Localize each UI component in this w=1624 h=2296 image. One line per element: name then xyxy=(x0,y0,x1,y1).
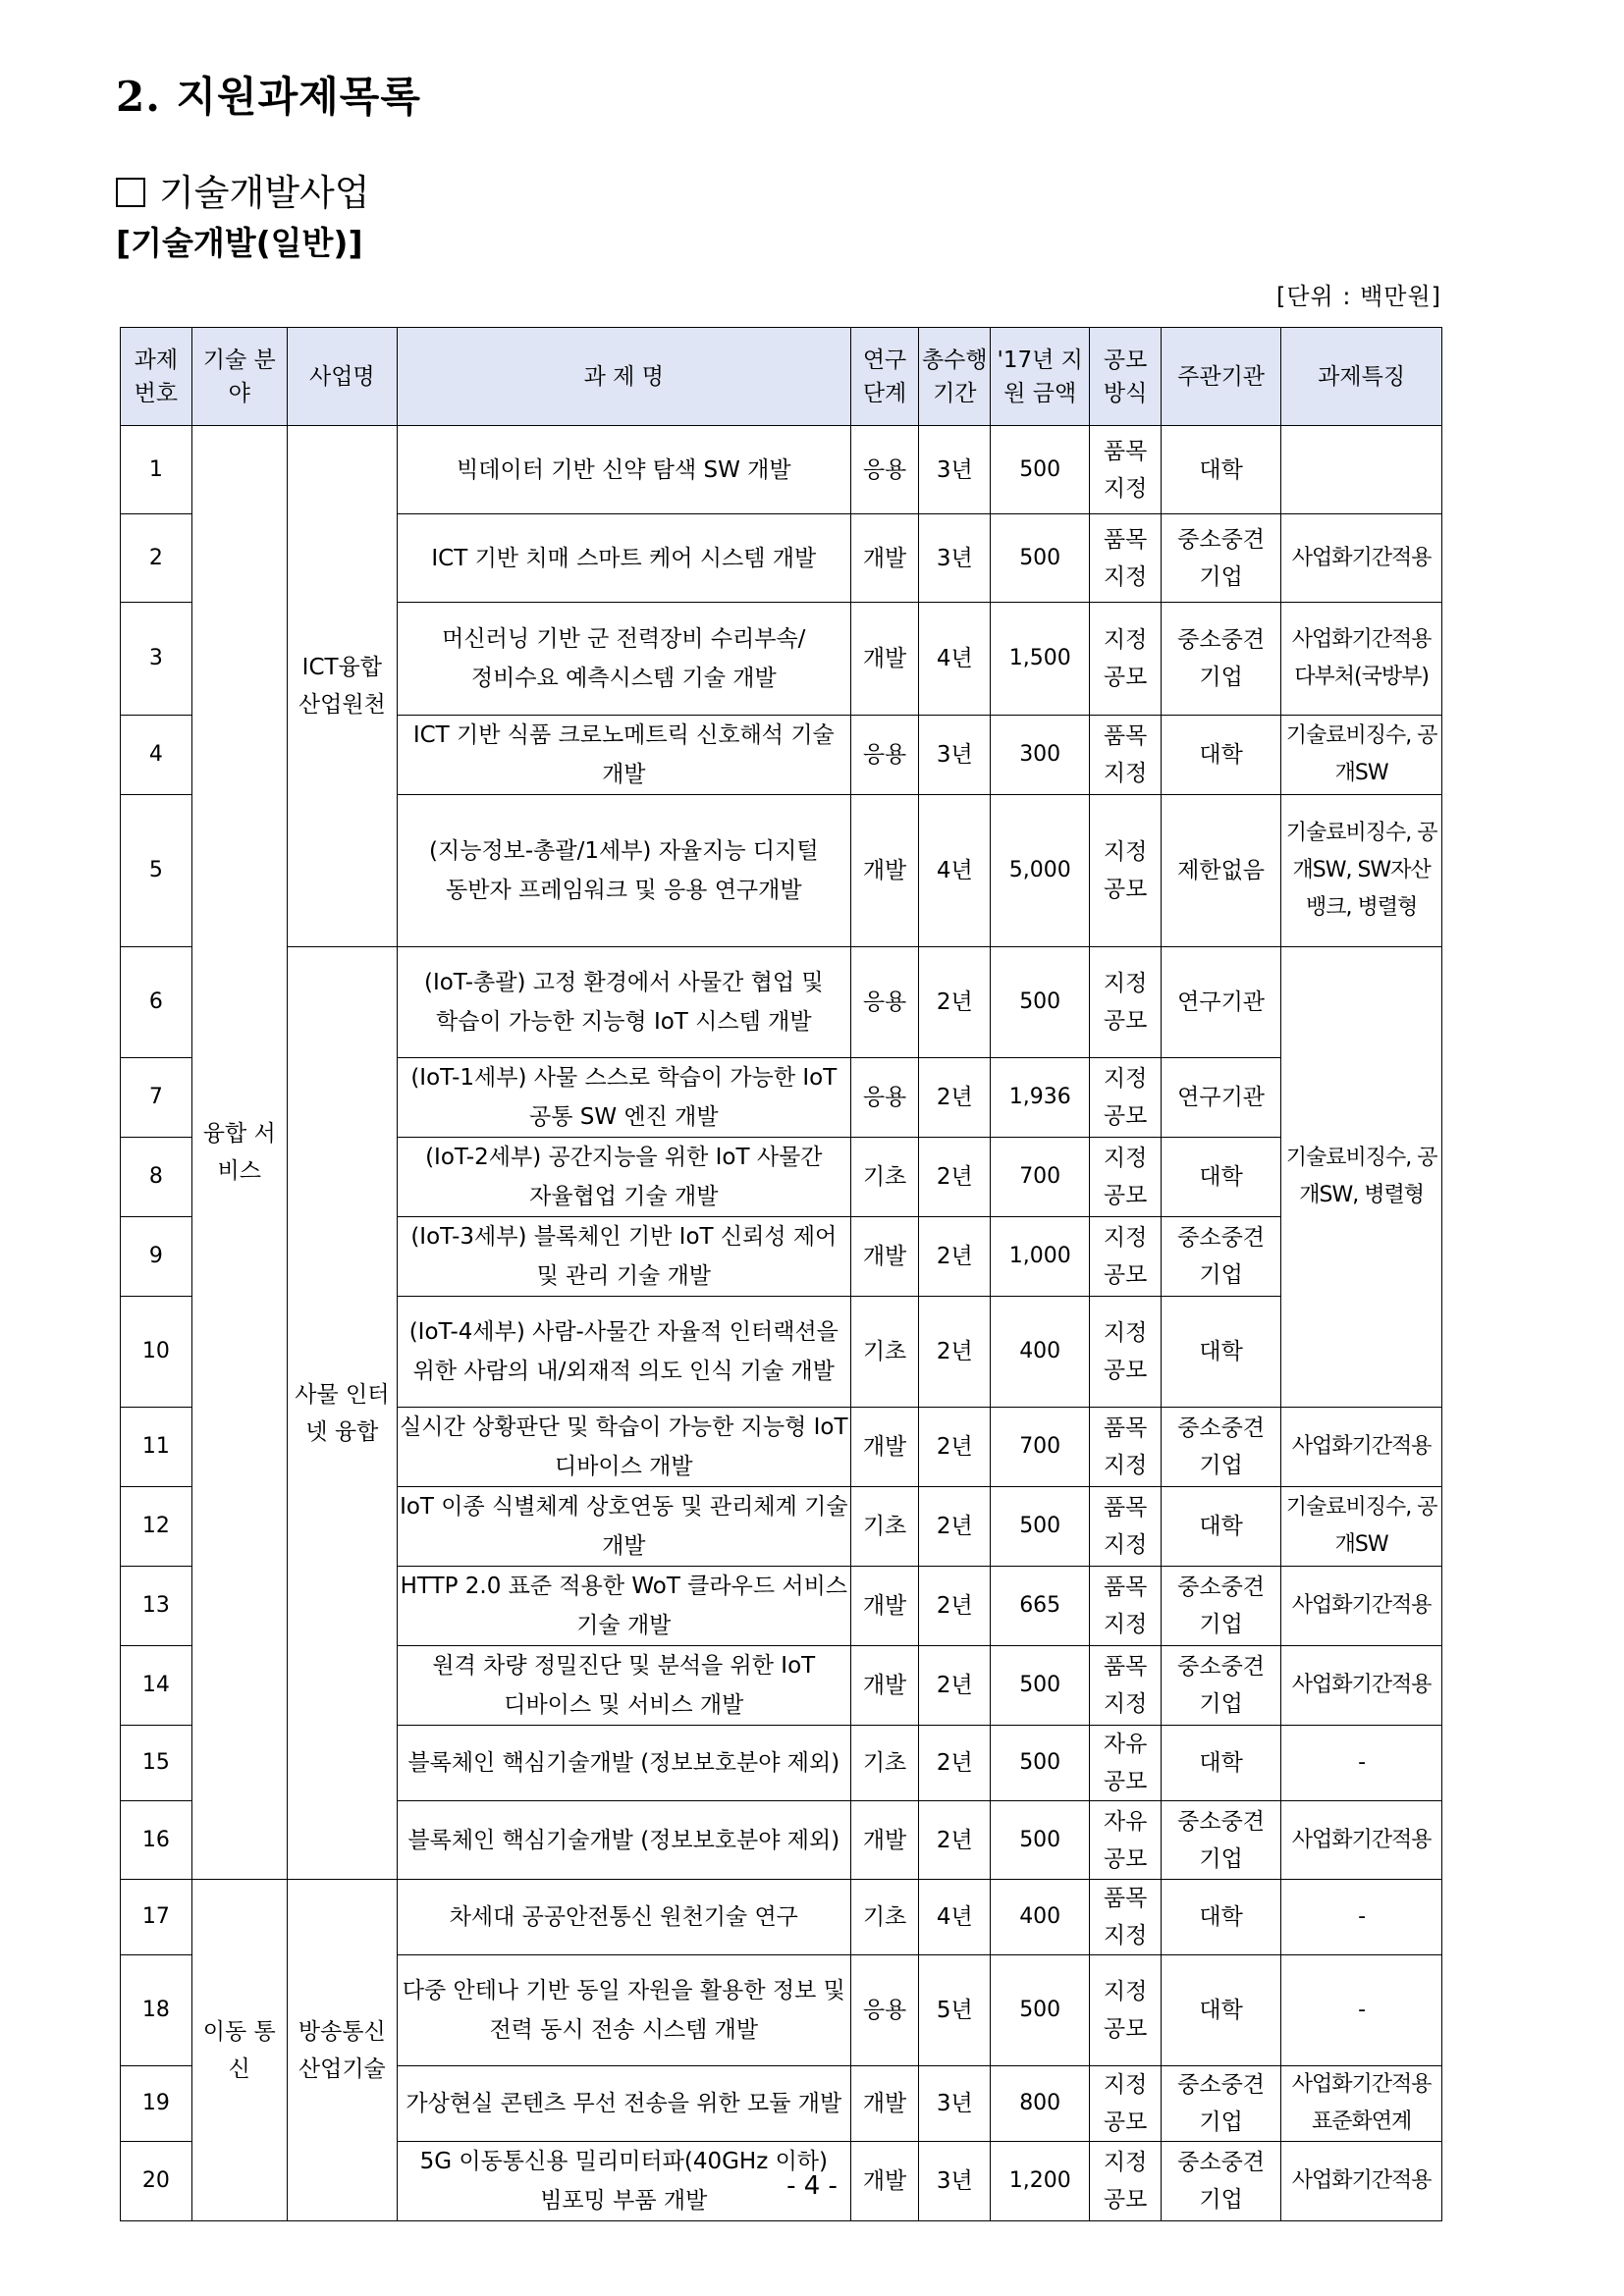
cell-title: IoT 이종 식별체계 상호연동 및 관리체계 기술 개발 xyxy=(397,1487,850,1567)
cell-title: 블록체인 핵심기술개발 (정보보호분야 제외) xyxy=(397,1726,850,1801)
cell-amount: 500 xyxy=(991,1955,1090,2066)
cell-field-group: 융합 서비스 xyxy=(191,426,287,1880)
section-heading-text: 기술개발사업 xyxy=(159,172,370,214)
cell-stage: 응용 xyxy=(850,947,919,1058)
cell-stage: 응용 xyxy=(850,716,919,795)
page-heading: 2. 지원과제목록 xyxy=(116,73,421,121)
cell-feature: 사업화기간적용 다부처(국방부) xyxy=(1281,603,1442,716)
cell-stage: 개발 xyxy=(850,1801,919,1880)
cell-program-group: 사물 인터넷 융합 xyxy=(287,947,397,1880)
cell-stage: 개발 xyxy=(850,1646,919,1726)
cell-field-group: 이동 통신 xyxy=(191,1880,287,2221)
cell-period: 3년 xyxy=(919,514,991,603)
cell-title: 빅데이터 기반 신약 탐색 SW 개발 xyxy=(397,426,850,514)
cell-no: 17 xyxy=(121,1880,192,1955)
cell-period: 2년 xyxy=(919,1297,991,1408)
cell-method: 품목 지정 xyxy=(1090,1567,1162,1646)
cell-method: 품목 지정 xyxy=(1090,514,1162,603)
cell-feature: 기술료비징수, 공개SW, SW자산뱅크, 병렬형 xyxy=(1281,795,1442,947)
cell-feature: - xyxy=(1281,1880,1442,1955)
cell-stage: 개발 xyxy=(850,1567,919,1646)
cell-stage: 개발 xyxy=(850,795,919,947)
header-title: 과 제 명 xyxy=(397,328,850,426)
cell-method: 지정 공모 xyxy=(1090,795,1162,947)
cell-no: 10 xyxy=(121,1297,192,1408)
cell-stage: 기초 xyxy=(850,1880,919,1955)
cell-stage: 개발 xyxy=(850,514,919,603)
cell-period: 2년 xyxy=(919,1646,991,1726)
cell-title: 블록체인 핵심기술개발 (정보보호분야 제외) xyxy=(397,1801,850,1880)
cell-method: 품목 지정 xyxy=(1090,716,1162,795)
cell-amount: 400 xyxy=(991,1297,1090,1408)
project-table xyxy=(120,327,1442,2221)
cell-org: 중소중견 기업 xyxy=(1161,2142,1280,2221)
cell-title: (지능정보-총괄/1세부) 자율지능 디지털 동반자 프레임워크 및 응용 연구개발 xyxy=(397,795,850,947)
cell-org: 중소중견 기업 xyxy=(1161,603,1280,716)
cell-title: (IoT-4세부) 사람-사물간 자율적 인터랙션을 위한 사람의 내/외재적 의도 인식 기술 개발 xyxy=(397,1297,850,1408)
cell-method: 품목 지정 xyxy=(1090,1646,1162,1726)
cell-org: 대학 xyxy=(1161,1138,1280,1217)
cell-amount: 700 xyxy=(991,1408,1090,1487)
cell-no: 11 xyxy=(121,1408,192,1487)
cell-no: 7 xyxy=(121,1058,192,1138)
cell-org: 대학 xyxy=(1161,426,1280,514)
cell-method: 지정 공모 xyxy=(1090,1297,1162,1408)
cell-method: 지정 공모 xyxy=(1090,2066,1162,2142)
cell-period: 3년 xyxy=(919,426,991,514)
cell-amount: 500 xyxy=(991,1801,1090,1880)
table-header-row xyxy=(121,328,1442,426)
cell-amount: 1,936 xyxy=(991,1058,1090,1138)
cell-title: HTTP 2.0 표준 적용한 WoT 클라우드 서비스 기술 개발 xyxy=(397,1567,850,1646)
cell-stage: 개발 xyxy=(850,1408,919,1487)
cell-amount: 500 xyxy=(991,1726,1090,1801)
cell-title: (IoT-2세부) 공간지능을 위한 IoT 사물간 자율협업 기술 개발 xyxy=(397,1138,850,1217)
table-row xyxy=(121,1880,1442,1955)
cell-title: ICT 기반 치매 스마트 케어 시스템 개발 xyxy=(397,514,850,603)
cell-stage: 응용 xyxy=(850,1955,919,2066)
cell-method: 지정 공모 xyxy=(1090,1058,1162,1138)
cell-period: 2년 xyxy=(919,1726,991,1801)
cell-org: 대학 xyxy=(1161,1880,1280,1955)
cell-method: 자유 공모 xyxy=(1090,1726,1162,1801)
header-field: 기술 분야 xyxy=(191,328,287,426)
checkbox-square-icon xyxy=(116,178,145,207)
header-method: 공모 방식 xyxy=(1090,328,1162,426)
cell-org: 대학 xyxy=(1161,1487,1280,1567)
cell-title: (IoT-3세부) 블록체인 기반 IoT 신뢰성 제어 및 관리 기술 개발 xyxy=(397,1217,850,1297)
cell-title: 다중 안테나 기반 동일 자원을 활용한 정보 및 전력 동시 전송 시스템 개발 xyxy=(397,1955,850,2066)
cell-program-group: 방송통신 산업기술 xyxy=(287,1880,397,2221)
cell-period: 2년 xyxy=(919,1408,991,1487)
cell-period: 2년 xyxy=(919,1138,991,1217)
cell-method: 품목 지정 xyxy=(1090,426,1162,514)
cell-title: (IoT-1세부) 사물 스스로 학습이 가능한 IoT 공통 SW 엔진 개발 xyxy=(397,1058,850,1138)
cell-title: 차세대 공공안전통신 원천기술 연구 xyxy=(397,1880,850,1955)
cell-amount: 500 xyxy=(991,514,1090,603)
cell-program-group: ICT융합 산업원천 xyxy=(287,426,397,947)
cell-org: 대학 xyxy=(1161,1955,1280,2066)
cell-feature: 사업화기간적용 xyxy=(1281,514,1442,603)
cell-amount: 1,200 xyxy=(991,2142,1090,2221)
cell-org: 연구기관 xyxy=(1161,947,1280,1058)
cell-period: 2년 xyxy=(919,1058,991,1138)
header-stage: 연구 단계 xyxy=(850,328,919,426)
cell-period: 4년 xyxy=(919,1880,991,1955)
cell-stage: 기초 xyxy=(850,1297,919,1408)
header-amount: '17년 지원 금액 xyxy=(991,328,1090,426)
header-program: 사업명 xyxy=(287,328,397,426)
table-row xyxy=(121,947,1442,1058)
cell-stage: 개발 xyxy=(850,1217,919,1297)
cell-period: 5년 xyxy=(919,1955,991,2066)
cell-method: 지정 공모 xyxy=(1090,1138,1162,1217)
cell-method: 품목 지정 xyxy=(1090,1408,1162,1487)
page-number: - 4 - xyxy=(786,2171,838,2201)
cell-amount: 500 xyxy=(991,1487,1090,1567)
cell-feature: 사업화기간적용 xyxy=(1281,2142,1442,2221)
cell-org: 중소중견 기업 xyxy=(1161,1217,1280,1297)
cell-feature-group: 기술료비징수, 공개SW, 병렬형 xyxy=(1281,947,1442,1408)
cell-org: 중소중견 기업 xyxy=(1161,1567,1280,1646)
table-row xyxy=(121,426,1442,514)
cell-amount: 400 xyxy=(991,1880,1090,1955)
cell-no: 16 xyxy=(121,1801,192,1880)
cell-amount: 1,000 xyxy=(991,1217,1090,1297)
cell-no: 20 xyxy=(121,2142,192,2221)
cell-period: 3년 xyxy=(919,716,991,795)
cell-no: 15 xyxy=(121,1726,192,1801)
cell-stage: 개발 xyxy=(850,603,919,716)
cell-no: 5 xyxy=(121,795,192,947)
cell-feature xyxy=(1281,426,1442,514)
cell-no: 9 xyxy=(121,1217,192,1297)
cell-period: 2년 xyxy=(919,1801,991,1880)
cell-amount: 700 xyxy=(991,1138,1090,1217)
cell-title: ICT 기반 식품 크로노메트릭 신호해석 기술 개발 xyxy=(397,716,850,795)
cell-no: 2 xyxy=(121,514,192,603)
cell-title: 가상현실 콘텐츠 무선 전송을 위한 모듈 개발 xyxy=(397,2066,850,2142)
subsection-heading: [기술개발(일반)] xyxy=(116,224,363,262)
cell-method: 품목 지정 xyxy=(1090,1487,1162,1567)
cell-period: 4년 xyxy=(919,603,991,716)
cell-method: 지정 공모 xyxy=(1090,1217,1162,1297)
cell-org: 제한없음 xyxy=(1161,795,1280,947)
cell-amount: 500 xyxy=(991,1646,1090,1726)
cell-stage: 기초 xyxy=(850,1726,919,1801)
cell-title: 실시간 상황판단 및 학습이 가능한 지능형 IoT 디바이스 개발 xyxy=(397,1408,850,1487)
cell-org: 대학 xyxy=(1161,1297,1280,1408)
cell-amount: 800 xyxy=(991,2066,1090,2142)
cell-no: 6 xyxy=(121,947,192,1058)
header-no: 과제 번호 xyxy=(121,328,192,426)
cell-method: 지정 공모 xyxy=(1090,603,1162,716)
cell-method: 지정 공모 xyxy=(1090,947,1162,1058)
header-org: 주관기관 xyxy=(1161,328,1280,426)
cell-org: 대학 xyxy=(1161,1726,1280,1801)
cell-feature: - xyxy=(1281,1955,1442,2066)
header-period: 총수행 기간 xyxy=(919,328,991,426)
cell-no: 8 xyxy=(121,1138,192,1217)
cell-feature: 사업화기간적용 xyxy=(1281,1567,1442,1646)
cell-no: 12 xyxy=(121,1487,192,1567)
cell-amount: 500 xyxy=(991,947,1090,1058)
cell-amount: 665 xyxy=(991,1567,1090,1646)
cell-feature: - xyxy=(1281,1726,1442,1801)
cell-period: 2년 xyxy=(919,1217,991,1297)
cell-stage: 기초 xyxy=(850,1487,919,1567)
cell-no: 1 xyxy=(121,426,192,514)
section-heading xyxy=(116,163,369,216)
cell-org: 중소중견 기업 xyxy=(1161,1646,1280,1726)
unit-label: [단위 : 백만원] xyxy=(1276,283,1441,310)
cell-stage: 기초 xyxy=(850,1138,919,1217)
cell-feature: 기술료비징수, 공개SW xyxy=(1281,716,1442,795)
cell-feature: 사업화기간적용 표준화연계 xyxy=(1281,2066,1442,2142)
cell-title: 원격 차량 정밀진단 및 분석을 위한 IoT 디바이스 및 서비스 개발 xyxy=(397,1646,850,1726)
cell-org: 중소중견 기업 xyxy=(1161,1408,1280,1487)
cell-org: 대학 xyxy=(1161,716,1280,795)
cell-no: 18 xyxy=(121,1955,192,2066)
cell-org: 연구기관 xyxy=(1161,1058,1280,1138)
cell-method: 지정 공모 xyxy=(1090,1955,1162,2066)
cell-no: 19 xyxy=(121,2066,192,2142)
cell-feature: 사업화기간적용 xyxy=(1281,1801,1442,1880)
cell-amount: 5,000 xyxy=(991,795,1090,947)
cell-feature: 사업화기간적용 xyxy=(1281,1646,1442,1726)
cell-stage: 개발 xyxy=(850,2142,919,2221)
cell-method: 지정 공모 xyxy=(1090,2142,1162,2221)
cell-title: 머신러닝 기반 군 전력장비 수리부속/정비수요 예측시스템 기술 개발 xyxy=(397,603,850,716)
cell-period: 3년 xyxy=(919,2142,991,2221)
cell-period: 3년 xyxy=(919,2066,991,2142)
cell-amount: 500 xyxy=(991,426,1090,514)
cell-stage: 개발 xyxy=(850,2066,919,2142)
cell-feature: 기술료비징수, 공개SW xyxy=(1281,1487,1442,1567)
cell-org: 중소중견 기업 xyxy=(1161,1801,1280,1880)
cell-method: 자유 공모 xyxy=(1090,1801,1162,1880)
cell-no: 13 xyxy=(121,1567,192,1646)
header-feature: 과제특징 xyxy=(1281,328,1442,426)
cell-amount: 1,500 xyxy=(991,603,1090,716)
cell-amount: 300 xyxy=(991,716,1090,795)
cell-stage: 응용 xyxy=(850,426,919,514)
cell-period: 2년 xyxy=(919,1567,991,1646)
cell-method: 품목 지정 xyxy=(1090,1880,1162,1955)
cell-no: 14 xyxy=(121,1646,192,1726)
cell-period: 4년 xyxy=(919,795,991,947)
cell-org: 중소중견 기업 xyxy=(1161,2066,1280,2142)
cell-title: 5G 이동통신용 밀리미터파(40GHz 이하) 빔포밍 부품 개발 xyxy=(397,2142,850,2221)
cell-period: 2년 xyxy=(919,1487,991,1567)
cell-no: 3 xyxy=(121,603,192,716)
cell-stage: 응용 xyxy=(850,1058,919,1138)
cell-no: 4 xyxy=(121,716,192,795)
cell-org: 중소중견 기업 xyxy=(1161,514,1280,603)
cell-title: (IoT-총괄) 고정 환경에서 사물간 협업 및 학습이 가능한 지능형 IoT 시스템 개발 xyxy=(397,947,850,1058)
cell-feature: 사업화기간적용 xyxy=(1281,1408,1442,1487)
cell-period: 2년 xyxy=(919,947,991,1058)
